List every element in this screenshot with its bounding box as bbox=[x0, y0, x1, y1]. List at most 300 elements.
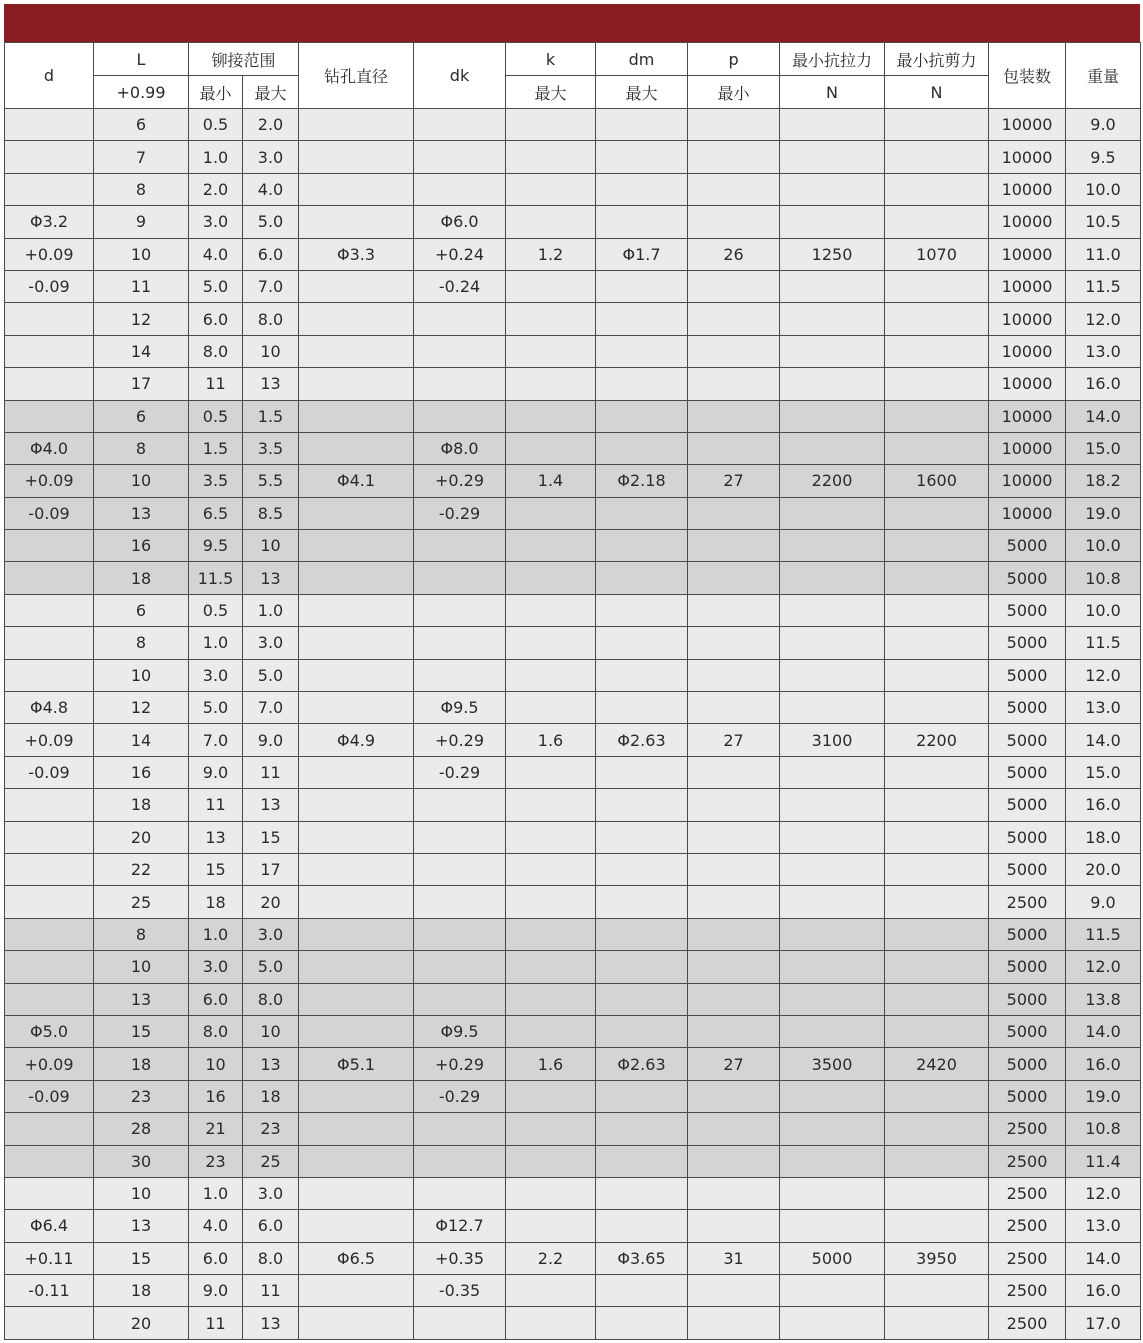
cell-gmax: 2.0 bbox=[243, 109, 299, 141]
cell-tensile bbox=[780, 1145, 885, 1177]
cell-dm bbox=[596, 432, 688, 464]
cell-dk: Φ9.5 bbox=[414, 692, 506, 724]
cell-hole bbox=[299, 1080, 414, 1112]
cell-d: Φ6.4 bbox=[5, 1210, 94, 1242]
cell-pack: 2500 bbox=[989, 1275, 1066, 1307]
cell-weight: 14.0 bbox=[1066, 400, 1141, 432]
cell-dm bbox=[596, 109, 688, 141]
cell-gmax: 7.0 bbox=[243, 270, 299, 302]
cell-pack: 2500 bbox=[989, 1145, 1066, 1177]
cell-L: 6 bbox=[94, 109, 189, 141]
cell-shear bbox=[885, 173, 989, 205]
cell-gmin: 13 bbox=[189, 821, 243, 853]
cell-dk bbox=[414, 335, 506, 367]
cell-gmin: 7.0 bbox=[189, 724, 243, 756]
cell-L: 28 bbox=[94, 1113, 189, 1145]
cell-d bbox=[5, 594, 94, 626]
cell-k bbox=[506, 594, 596, 626]
cell-L: 10 bbox=[94, 951, 189, 983]
cell-weight: 15.0 bbox=[1066, 756, 1141, 788]
cell-L: 15 bbox=[94, 1242, 189, 1274]
cell-L: 23 bbox=[94, 1080, 189, 1112]
cell-pack: 5000 bbox=[989, 627, 1066, 659]
cell-shear bbox=[885, 206, 989, 238]
table-row bbox=[5, 594, 1141, 626]
cell-d bbox=[5, 627, 94, 659]
cell-p bbox=[688, 951, 780, 983]
cell-hole bbox=[299, 1307, 414, 1339]
cell-d bbox=[5, 1113, 94, 1145]
cell-gmax: 25 bbox=[243, 1145, 299, 1177]
cell-tensile bbox=[780, 497, 885, 529]
cell-weight: 18.0 bbox=[1066, 821, 1141, 853]
cell-pack: 5000 bbox=[989, 594, 1066, 626]
cell-dm bbox=[596, 692, 688, 724]
cell-dm bbox=[596, 789, 688, 821]
cell-pack: 10000 bbox=[989, 400, 1066, 432]
cell-L: 8 bbox=[94, 627, 189, 659]
cell-L: 16 bbox=[94, 756, 189, 788]
cell-d: +0.11 bbox=[5, 1242, 94, 1274]
cell-dk: Φ8.0 bbox=[414, 432, 506, 464]
cell-pack: 5000 bbox=[989, 530, 1066, 562]
cell-dm bbox=[596, 1177, 688, 1209]
cell-weight: 13.0 bbox=[1066, 1210, 1141, 1242]
cell-dk bbox=[414, 562, 506, 594]
cell-hole bbox=[299, 1113, 414, 1145]
table-row bbox=[5, 562, 1141, 594]
cell-p bbox=[688, 1015, 780, 1047]
cell-d bbox=[5, 109, 94, 141]
cell-tensile bbox=[780, 303, 885, 335]
cell-shear bbox=[885, 756, 989, 788]
cell-dm bbox=[596, 497, 688, 529]
cell-dk: -0.29 bbox=[414, 497, 506, 529]
cell-gmax: 4.0 bbox=[243, 173, 299, 205]
cell-shear bbox=[885, 400, 989, 432]
cell-weight: 16.0 bbox=[1066, 789, 1141, 821]
header-p: p bbox=[688, 43, 780, 76]
cell-L: 18 bbox=[94, 789, 189, 821]
cell-gmax: 5.0 bbox=[243, 659, 299, 691]
table-row bbox=[5, 1275, 1141, 1307]
cell-d bbox=[5, 368, 94, 400]
cell-gmin: 9.5 bbox=[189, 530, 243, 562]
cell-L: 11 bbox=[94, 270, 189, 302]
cell-shear bbox=[885, 368, 989, 400]
cell-hole bbox=[299, 206, 414, 238]
cell-p: 27 bbox=[688, 724, 780, 756]
cell-shear bbox=[885, 335, 989, 367]
cell-k: 1.6 bbox=[506, 724, 596, 756]
cell-k bbox=[506, 853, 596, 885]
cell-weight: 13.0 bbox=[1066, 335, 1141, 367]
cell-dk: -0.29 bbox=[414, 756, 506, 788]
cell-tensile bbox=[780, 886, 885, 918]
cell-tensile: 1250 bbox=[780, 238, 885, 270]
cell-tensile: 2200 bbox=[780, 465, 885, 497]
cell-d: -0.09 bbox=[5, 270, 94, 302]
cell-gmin: 1.0 bbox=[189, 141, 243, 173]
cell-hole bbox=[299, 400, 414, 432]
cell-k bbox=[506, 173, 596, 205]
cell-hole bbox=[299, 886, 414, 918]
cell-k bbox=[506, 789, 596, 821]
cell-shear bbox=[885, 1015, 989, 1047]
cell-weight: 11.0 bbox=[1066, 238, 1141, 270]
cell-dm bbox=[596, 853, 688, 885]
cell-pack: 5000 bbox=[989, 692, 1066, 724]
cell-gmax: 6.0 bbox=[243, 238, 299, 270]
cell-pack: 2500 bbox=[989, 1177, 1066, 1209]
cell-k bbox=[506, 1210, 596, 1242]
cell-gmin: 0.5 bbox=[189, 594, 243, 626]
cell-dk: +0.24 bbox=[414, 238, 506, 270]
cell-L: 16 bbox=[94, 530, 189, 562]
table-row bbox=[5, 983, 1141, 1015]
cell-gmin: 15 bbox=[189, 853, 243, 885]
cell-k bbox=[506, 1113, 596, 1145]
cell-k bbox=[506, 659, 596, 691]
cell-pack: 5000 bbox=[989, 983, 1066, 1015]
cell-k bbox=[506, 141, 596, 173]
cell-k bbox=[506, 335, 596, 367]
cell-gmin: 21 bbox=[189, 1113, 243, 1145]
cell-d: -0.09 bbox=[5, 756, 94, 788]
cell-shear bbox=[885, 659, 989, 691]
cell-p bbox=[688, 368, 780, 400]
header-pack-qty: 包装数 bbox=[989, 43, 1066, 109]
cell-gmin: 1.0 bbox=[189, 1177, 243, 1209]
cell-p bbox=[688, 1145, 780, 1177]
cell-pack: 10000 bbox=[989, 141, 1066, 173]
cell-weight: 10.0 bbox=[1066, 594, 1141, 626]
cell-L: 8 bbox=[94, 173, 189, 205]
cell-pack: 5000 bbox=[989, 1048, 1066, 1080]
cell-k bbox=[506, 303, 596, 335]
cell-L: 8 bbox=[94, 432, 189, 464]
cell-gmax: 3.0 bbox=[243, 627, 299, 659]
cell-shear bbox=[885, 951, 989, 983]
cell-p bbox=[688, 173, 780, 205]
header-shear-unit: N bbox=[885, 76, 989, 109]
cell-gmax: 15 bbox=[243, 821, 299, 853]
cell-pack: 2500 bbox=[989, 886, 1066, 918]
cell-shear bbox=[885, 141, 989, 173]
cell-dm bbox=[596, 918, 688, 950]
cell-pack: 10000 bbox=[989, 465, 1066, 497]
cell-pack: 10000 bbox=[989, 368, 1066, 400]
cell-k bbox=[506, 886, 596, 918]
cell-L: 18 bbox=[94, 562, 189, 594]
cell-L: 8 bbox=[94, 918, 189, 950]
cell-gmin: 3.0 bbox=[189, 659, 243, 691]
cell-dm bbox=[596, 1210, 688, 1242]
cell-gmin: 1.5 bbox=[189, 432, 243, 464]
cell-L: 12 bbox=[94, 303, 189, 335]
cell-weight: 12.0 bbox=[1066, 659, 1141, 691]
cell-pack: 2500 bbox=[989, 1113, 1066, 1145]
table-row bbox=[5, 724, 1141, 756]
cell-gmax: 10 bbox=[243, 1015, 299, 1047]
cell-k: 1.2 bbox=[506, 238, 596, 270]
cell-dm bbox=[596, 1307, 688, 1339]
cell-dm bbox=[596, 1145, 688, 1177]
table-row bbox=[5, 756, 1141, 788]
cell-p bbox=[688, 1307, 780, 1339]
cell-d bbox=[5, 659, 94, 691]
cell-gmax: 20 bbox=[243, 886, 299, 918]
cell-tensile bbox=[780, 659, 885, 691]
cell-tensile bbox=[780, 1080, 885, 1112]
cell-L: 25 bbox=[94, 886, 189, 918]
cell-dk bbox=[414, 627, 506, 659]
cell-k bbox=[506, 497, 596, 529]
cell-weight: 14.0 bbox=[1066, 1015, 1141, 1047]
cell-L: 10 bbox=[94, 465, 189, 497]
cell-p bbox=[688, 141, 780, 173]
cell-weight: 16.0 bbox=[1066, 1048, 1141, 1080]
cell-L: 13 bbox=[94, 1210, 189, 1242]
cell-pack: 2500 bbox=[989, 1210, 1066, 1242]
cell-tensile bbox=[780, 1307, 885, 1339]
cell-hole bbox=[299, 692, 414, 724]
cell-gmin: 9.0 bbox=[189, 1275, 243, 1307]
table-row bbox=[5, 1210, 1141, 1242]
cell-d bbox=[5, 1177, 94, 1209]
cell-L: 18 bbox=[94, 1275, 189, 1307]
cell-hole: Φ4.9 bbox=[299, 724, 414, 756]
cell-d bbox=[5, 853, 94, 885]
table-row bbox=[5, 821, 1141, 853]
cell-dk bbox=[414, 400, 506, 432]
cell-gmin: 1.0 bbox=[189, 918, 243, 950]
cell-d bbox=[5, 821, 94, 853]
cell-dk bbox=[414, 821, 506, 853]
cell-shear: 1070 bbox=[885, 238, 989, 270]
cell-d bbox=[5, 173, 94, 205]
cell-p bbox=[688, 1113, 780, 1145]
cell-gmax: 13 bbox=[243, 562, 299, 594]
cell-weight: 15.0 bbox=[1066, 432, 1141, 464]
cell-dm bbox=[596, 1080, 688, 1112]
cell-k: 2.2 bbox=[506, 1242, 596, 1274]
header-d: d bbox=[5, 43, 94, 109]
table-row bbox=[5, 335, 1141, 367]
cell-shear bbox=[885, 1145, 989, 1177]
cell-gmin: 0.5 bbox=[189, 109, 243, 141]
cell-tensile: 5000 bbox=[780, 1242, 885, 1274]
cell-p: 26 bbox=[688, 238, 780, 270]
cell-dk: +0.29 bbox=[414, 1048, 506, 1080]
cell-dk: +0.29 bbox=[414, 724, 506, 756]
cell-pack: 10000 bbox=[989, 432, 1066, 464]
cell-tensile bbox=[780, 853, 885, 885]
cell-dm bbox=[596, 303, 688, 335]
cell-dk bbox=[414, 886, 506, 918]
cell-dk: -0.24 bbox=[414, 270, 506, 302]
cell-shear bbox=[885, 627, 989, 659]
cell-pack: 5000 bbox=[989, 562, 1066, 594]
cell-dm: Φ2.18 bbox=[596, 465, 688, 497]
cell-weight: 18.2 bbox=[1066, 465, 1141, 497]
cell-hole bbox=[299, 918, 414, 950]
cell-p bbox=[688, 821, 780, 853]
cell-shear bbox=[885, 918, 989, 950]
table-row bbox=[5, 853, 1141, 885]
cell-p bbox=[688, 983, 780, 1015]
cell-tensile bbox=[780, 141, 885, 173]
cell-hole bbox=[299, 562, 414, 594]
cell-tensile bbox=[780, 1015, 885, 1047]
cell-dm bbox=[596, 173, 688, 205]
cell-gmax: 9.0 bbox=[243, 724, 299, 756]
cell-hole bbox=[299, 303, 414, 335]
table-row bbox=[5, 465, 1141, 497]
cell-shear bbox=[885, 109, 989, 141]
cell-dk bbox=[414, 530, 506, 562]
cell-weight: 9.0 bbox=[1066, 886, 1141, 918]
cell-p bbox=[688, 659, 780, 691]
cell-d: -0.11 bbox=[5, 1275, 94, 1307]
header-L-tolerance: +0.99 bbox=[94, 76, 189, 109]
cell-d bbox=[5, 335, 94, 367]
cell-gmin: 11 bbox=[189, 789, 243, 821]
cell-d: -0.09 bbox=[5, 1080, 94, 1112]
cell-hole bbox=[299, 1145, 414, 1177]
cell-dm: Φ3.65 bbox=[596, 1242, 688, 1274]
cell-gmin: 18 bbox=[189, 886, 243, 918]
cell-shear bbox=[885, 432, 989, 464]
cell-d: Φ3.2 bbox=[5, 206, 94, 238]
cell-tensile bbox=[780, 1113, 885, 1145]
cell-dm bbox=[596, 1113, 688, 1145]
cell-k bbox=[506, 368, 596, 400]
cell-hole bbox=[299, 627, 414, 659]
table-row bbox=[5, 270, 1141, 302]
header-grip-min: 最小 bbox=[189, 76, 243, 109]
cell-L: 12 bbox=[94, 692, 189, 724]
cell-weight: 10.5 bbox=[1066, 206, 1141, 238]
table-row bbox=[5, 1177, 1141, 1209]
cell-p bbox=[688, 400, 780, 432]
cell-dm bbox=[596, 983, 688, 1015]
table-row bbox=[5, 789, 1141, 821]
cell-shear bbox=[885, 303, 989, 335]
cell-tensile bbox=[780, 789, 885, 821]
cell-shear bbox=[885, 1307, 989, 1339]
cell-dk: Φ12.7 bbox=[414, 1210, 506, 1242]
cell-k bbox=[506, 918, 596, 950]
cell-hole bbox=[299, 530, 414, 562]
cell-dm bbox=[596, 206, 688, 238]
cell-gmax: 1.5 bbox=[243, 400, 299, 432]
cell-dk: Φ6.0 bbox=[414, 206, 506, 238]
cell-d bbox=[5, 886, 94, 918]
table-row bbox=[5, 1080, 1141, 1112]
cell-p bbox=[688, 692, 780, 724]
cell-hole bbox=[299, 432, 414, 464]
cell-L: 14 bbox=[94, 724, 189, 756]
cell-dm bbox=[596, 270, 688, 302]
cell-k bbox=[506, 756, 596, 788]
cell-k bbox=[506, 1307, 596, 1339]
table-row bbox=[5, 951, 1141, 983]
cell-gmax: 3.5 bbox=[243, 432, 299, 464]
cell-gmin: 6.0 bbox=[189, 983, 243, 1015]
cell-L: 6 bbox=[94, 400, 189, 432]
cell-pack: 5000 bbox=[989, 789, 1066, 821]
cell-weight: 13.8 bbox=[1066, 983, 1141, 1015]
cell-dk bbox=[414, 1307, 506, 1339]
cell-L: 17 bbox=[94, 368, 189, 400]
cell-weight: 10.8 bbox=[1066, 1113, 1141, 1145]
cell-gmax: 11 bbox=[243, 1275, 299, 1307]
cell-pack: 5000 bbox=[989, 951, 1066, 983]
cell-gmax: 23 bbox=[243, 1113, 299, 1145]
cell-gmax: 13 bbox=[243, 1307, 299, 1339]
cell-tensile bbox=[780, 594, 885, 626]
cell-d bbox=[5, 918, 94, 950]
cell-tensile: 3500 bbox=[780, 1048, 885, 1080]
cell-dk bbox=[414, 853, 506, 885]
cell-gmax: 6.0 bbox=[243, 1210, 299, 1242]
cell-dk bbox=[414, 1177, 506, 1209]
header-grip-range: 铆接范围 bbox=[189, 43, 299, 76]
cell-gmax: 7.0 bbox=[243, 692, 299, 724]
cell-pack: 5000 bbox=[989, 1080, 1066, 1112]
cell-weight: 20.0 bbox=[1066, 853, 1141, 885]
cell-dk: +0.29 bbox=[414, 465, 506, 497]
cell-dk bbox=[414, 983, 506, 1015]
cell-dk bbox=[414, 1113, 506, 1145]
cell-k bbox=[506, 400, 596, 432]
cell-pack: 5000 bbox=[989, 724, 1066, 756]
cell-d: -0.09 bbox=[5, 497, 94, 529]
table-row bbox=[5, 173, 1141, 205]
cell-hole: Φ4.1 bbox=[299, 465, 414, 497]
cell-gmin: 4.0 bbox=[189, 1210, 243, 1242]
header-dm-sub: 最大 bbox=[596, 76, 688, 109]
cell-L: 22 bbox=[94, 853, 189, 885]
cell-k bbox=[506, 1177, 596, 1209]
header-dm: dm bbox=[596, 43, 688, 76]
cell-p bbox=[688, 432, 780, 464]
table-row bbox=[5, 1015, 1141, 1047]
cell-hole bbox=[299, 1015, 414, 1047]
cell-shear: 2200 bbox=[885, 724, 989, 756]
cell-d bbox=[5, 951, 94, 983]
table-body bbox=[5, 109, 1141, 1340]
cell-hole bbox=[299, 270, 414, 302]
cell-k bbox=[506, 1080, 596, 1112]
cell-hole bbox=[299, 335, 414, 367]
cell-tensile bbox=[780, 432, 885, 464]
cell-shear bbox=[885, 692, 989, 724]
cell-shear bbox=[885, 270, 989, 302]
cell-gmin: 11 bbox=[189, 1307, 243, 1339]
cell-weight: 10.0 bbox=[1066, 530, 1141, 562]
cell-hole bbox=[299, 659, 414, 691]
header-k: k bbox=[506, 43, 596, 76]
cell-pack: 2500 bbox=[989, 1307, 1066, 1339]
cell-shear bbox=[885, 853, 989, 885]
cell-gmax: 3.0 bbox=[243, 1177, 299, 1209]
cell-k bbox=[506, 692, 596, 724]
cell-dm bbox=[596, 530, 688, 562]
cell-dk bbox=[414, 951, 506, 983]
cell-L: 13 bbox=[94, 983, 189, 1015]
